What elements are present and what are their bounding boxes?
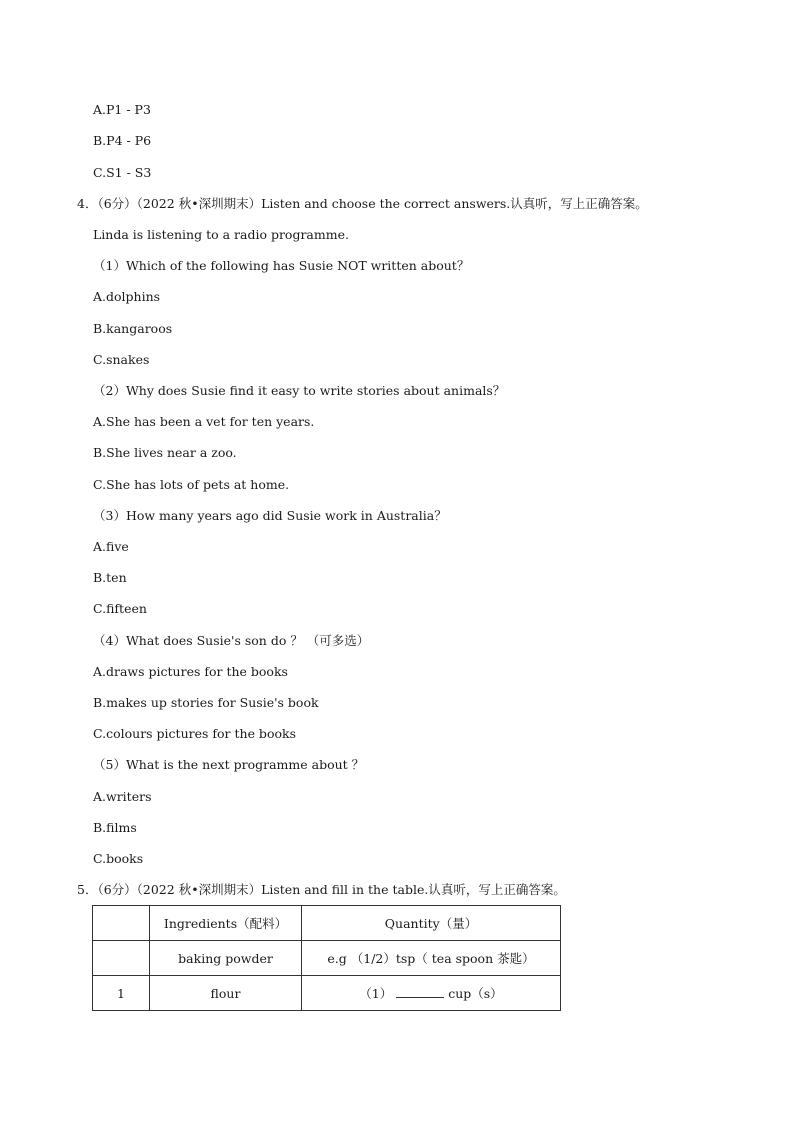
sub4-option-c: C.colours pictures for the books xyxy=(93,726,296,741)
sub-question-3: （3）How many years ago did Susie work in Australia？ xyxy=(93,508,447,523)
answer-cell xyxy=(302,976,561,1011)
question-4-header: 4．（6分）（2022 秋•深圳期末）Listen and choose the correct answers.认真听，写上正确答案。 xyxy=(77,196,648,211)
sub3-option-a: A.five xyxy=(93,539,129,554)
table-cell: baking powder xyxy=(150,941,302,976)
table-header-cell xyxy=(93,906,150,941)
sub2-option-a: A.She has been a vet for ten years. xyxy=(93,414,315,429)
table-cell: e.g （1/2）tsp（ tea spoon 茶匙） xyxy=(302,941,561,976)
sub1-option-b: B.kangaroos xyxy=(93,321,173,336)
answer-blank[interactable] xyxy=(396,985,444,998)
sub-question-1: （1）Which of the following has Susie NOT written about？ xyxy=(93,258,470,273)
table-row xyxy=(93,976,561,1011)
prev-option-b: B.P4 - P6 xyxy=(93,133,152,148)
sub3-option-b: B.ten xyxy=(93,570,127,585)
sub5-option-a: A.writers xyxy=(93,789,152,804)
sub5-option-b: B.films xyxy=(93,820,137,835)
sub2-option-b: B.She lives near a zoo. xyxy=(93,445,237,460)
sub2-option-c: C.She has lots of pets at home. xyxy=(93,477,290,492)
table-header-row xyxy=(93,906,561,941)
question-4-intro: Linda is listening to a radio programme. xyxy=(93,227,349,242)
table-header-cell: Ingredients（配料） xyxy=(150,906,302,941)
table-cell xyxy=(93,941,150,976)
sub1-option-c: C.snakes xyxy=(93,352,150,367)
table-header-cell: Quantity（量） xyxy=(302,906,561,941)
sub3-option-c: C.fifteen xyxy=(93,601,147,616)
table-cell: flour xyxy=(150,976,302,1011)
question-5-header: 5．（6分）（2022 秋•深圳期末）Listen and fill in the table.认真听，写上正确答案。 xyxy=(77,882,566,897)
sub4-option-a: A.draws pictures for the books xyxy=(93,664,288,679)
sub-question-2: （2）Why does Susie find it easy to write stories about animals？ xyxy=(93,383,506,398)
answer-number: （1） xyxy=(359,986,393,1001)
prev-option-a: A.P1 - P3 xyxy=(93,102,151,117)
answer-unit: cup（s） xyxy=(448,986,503,1001)
sub-question-5: （5）What is the next programme about ？ xyxy=(93,757,365,772)
table-cell: 1 xyxy=(93,976,150,1011)
sub4-option-b: B.makes up stories for Susie's book xyxy=(93,695,319,710)
prev-option-c: C.S1 - S3 xyxy=(93,165,152,180)
table-row xyxy=(93,941,561,976)
sub5-option-c: C.books xyxy=(93,851,144,866)
sub1-option-a: A.dolphins xyxy=(93,289,161,304)
ingredients-table xyxy=(92,905,561,1011)
sub-question-4: （4）What does Susie's son do ？ （可多选） xyxy=(93,633,370,648)
